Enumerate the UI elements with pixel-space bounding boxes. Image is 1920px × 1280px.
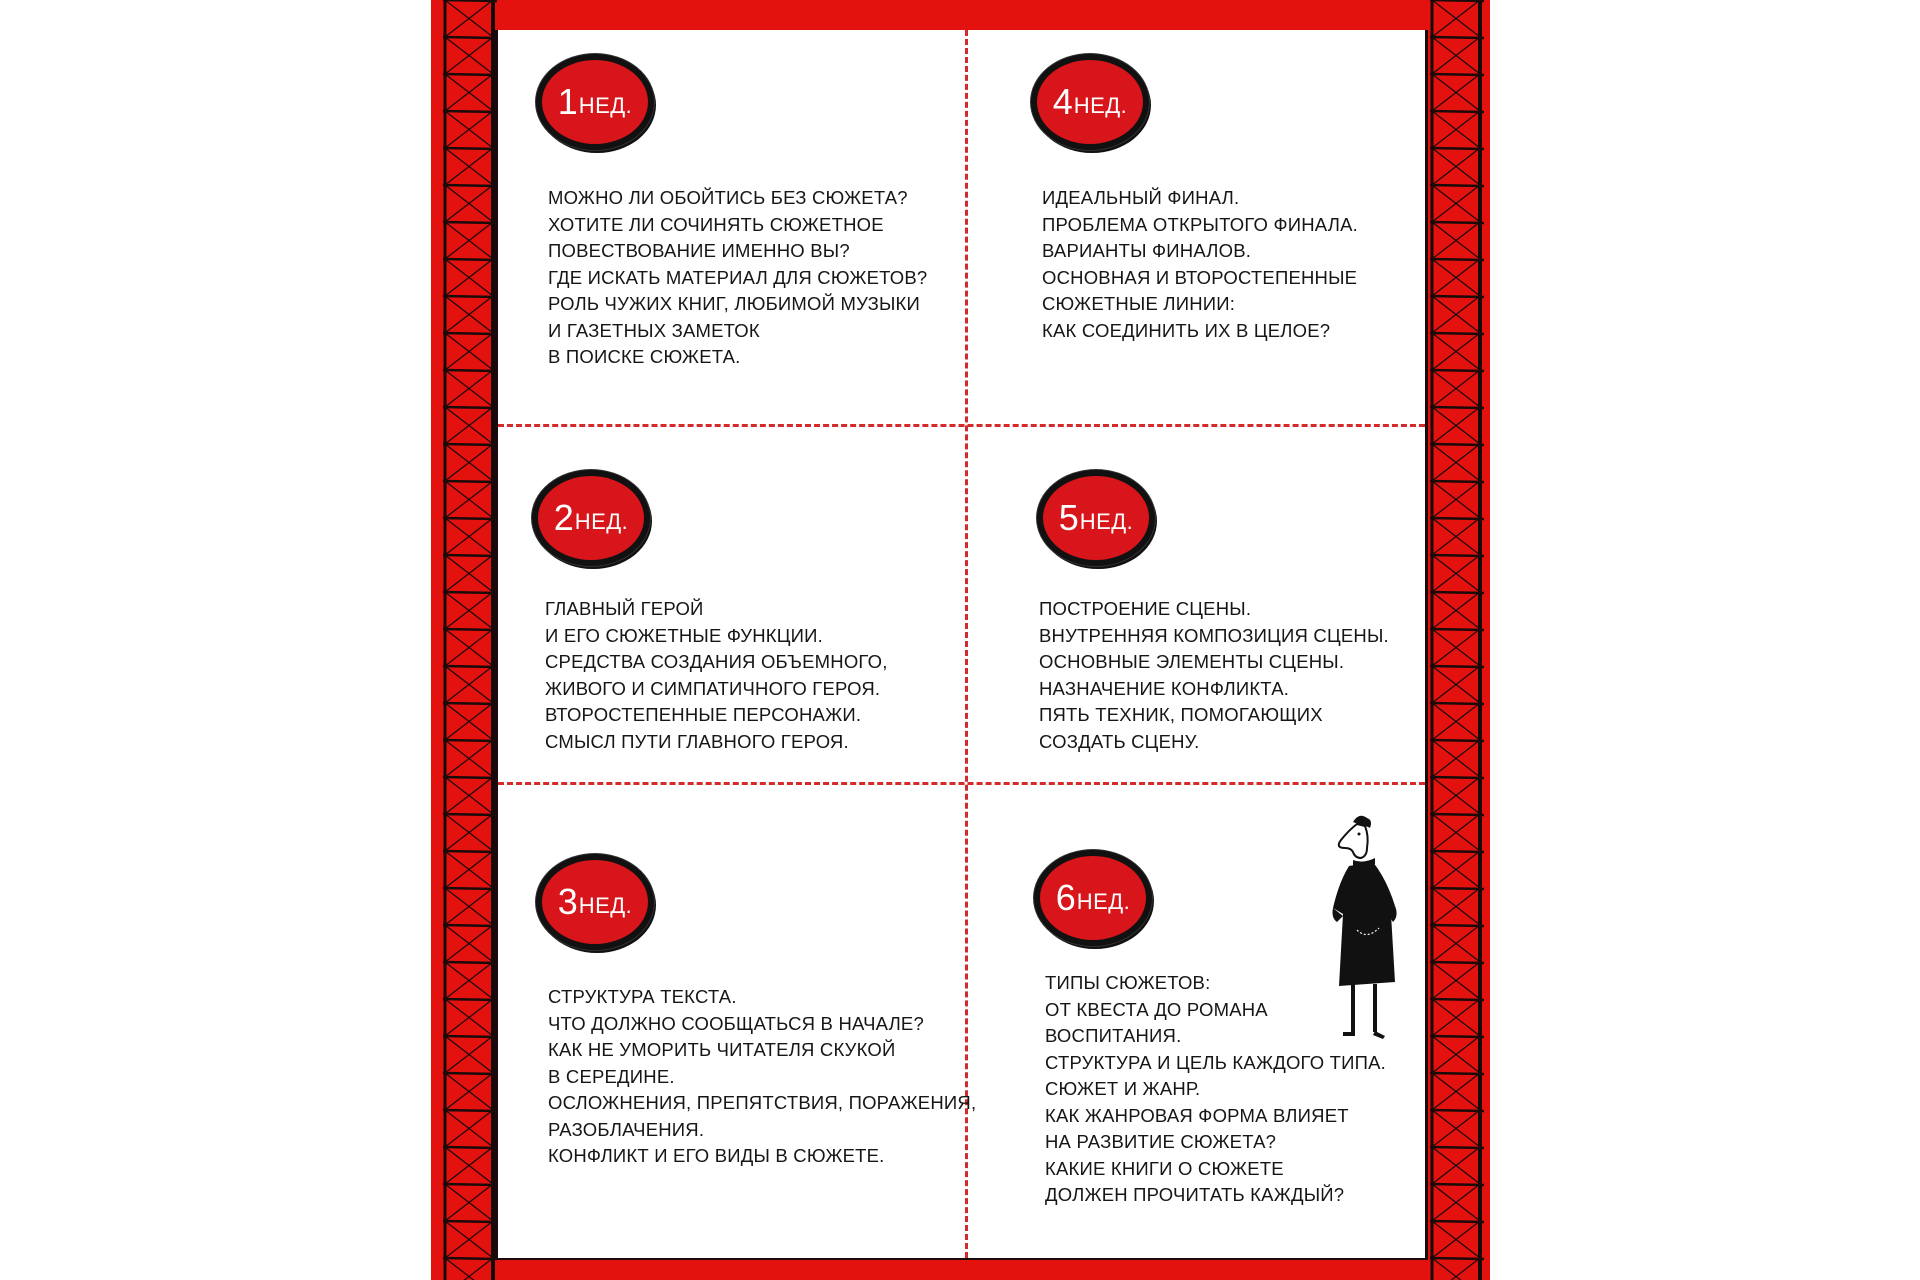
topic-line: ВТОРОСТЕПЕННЫЕ ПЕРСОНАЖИ. (545, 704, 862, 725)
topic-line: В ПОИСКЕ СЮЖЕТА. (548, 346, 741, 367)
week-unit: НЕД. (578, 93, 633, 118)
schedule-sheet (495, 30, 1428, 1260)
week-unit: НЕД. (1079, 509, 1134, 534)
topic-line: КОНФЛИКТ И ЕГО ВИДЫ В СЮЖЕТЕ. (548, 1145, 885, 1166)
horizontal-cut-line-2 (498, 782, 1425, 785)
week-unit: НЕД. (578, 893, 633, 918)
week-topics (1039, 596, 1389, 755)
topic-line: ГЛАВНЫЙ ГЕРОЙ (545, 598, 704, 619)
week-number: 5 (1058, 497, 1079, 538)
horizontal-cut-line-1 (498, 424, 1425, 427)
topic-line: ПРОБЛЕМА ОТКРЫТОГО ФИНАЛА. (1042, 213, 1358, 235)
topic-line: СМЫСЛ ПУТИ ГЛАВНОГО ГЕРОЯ. (545, 730, 849, 752)
topic-line: ПЯТЬ ТЕХНИК, ПОМОГАЮЩИХ (1039, 704, 1323, 725)
week-number: 3 (557, 881, 578, 922)
week-number: 1 (557, 81, 578, 122)
topic-line: И ЕГО СЮЖЕТНЫЕ ФУНКЦИИ. (545, 624, 824, 646)
topic-line: КАК СОЕДИНИТЬ ИХ В ЦЕЛОЕ? (1042, 319, 1331, 341)
week-badge (1034, 850, 1152, 946)
topic-line: РАЗОБЛАЧЕНИЯ. (548, 1118, 705, 1140)
topic-line: ГДЕ ИСКАТЬ МАТЕРИАЛ ДЛЯ СЮЖЕТОВ? (548, 266, 928, 288)
topic-line: НАЗНАЧЕНИЕ КОНФЛИКТА. (1039, 677, 1290, 699)
right-ladder-rail (1428, 0, 1478, 1280)
topic-line: ЖИВОГО И СИМПАТИЧНОГО ГЕРОЯ. (545, 677, 881, 699)
week-number: 2 (553, 497, 574, 538)
topic-line: КАК ЖАНРОВАЯ ФОРМА ВЛИЯЕТ (1045, 1104, 1349, 1126)
topic-line: ТИПЫ СЮЖЕТОВ: (1045, 972, 1211, 993)
week-topics (1042, 185, 1358, 344)
week-badge (1031, 54, 1149, 150)
topic-line: ОСНОВНАЯ И ВТОРОСТЕПЕННЫЕ (1042, 266, 1358, 288)
week-badge (532, 470, 650, 566)
week-topics (548, 185, 927, 371)
week-number: 6 (1055, 877, 1076, 918)
week-badge (1037, 470, 1155, 566)
topic-line: ВАРИАНТЫ ФИНАЛОВ. (1042, 240, 1252, 261)
left-ladder-rail (441, 0, 491, 1280)
topic-line: СОЗДАТЬ СЦЕНУ. (1039, 730, 1200, 752)
topic-line: КАК НЕ УМОРИТЬ ЧИТАТЕЛЯ СКУКОЙ (548, 1039, 896, 1060)
week-unit: НЕД. (574, 509, 629, 534)
week-number: 4 (1052, 81, 1073, 122)
week-badge (536, 54, 654, 150)
topic-line: СТРУКТУРА И ЦЕЛЬ КАЖДОГО ТИПА. (1045, 1051, 1387, 1073)
topic-line: ВНУТРЕННЯЯ КОМПОЗИЦИЯ СЦЕНЫ. (1039, 624, 1389, 646)
week-badge (536, 854, 654, 950)
topic-line: СЮЖЕТНЫЕ ЛИНИИ: (1042, 293, 1236, 314)
week-unit: НЕД. (1076, 889, 1131, 914)
topic-line: ХОТИТЕ ЛИ СОЧИНЯТЬ СЮЖЕТНОЕ (548, 213, 884, 235)
topic-line: ДОЛЖЕН ПРОЧИТАТЬ КАЖДЫЙ? (1045, 1184, 1345, 1205)
topic-line: ВОСПИТАНИЯ. (1045, 1025, 1182, 1046)
week-topics (548, 984, 976, 1170)
topic-line: КАКИЕ КНИГИ О СЮЖЕТЕ (1045, 1157, 1284, 1179)
man-in-black-coat-icon (1313, 810, 1413, 1045)
week-unit: НЕД. (1073, 93, 1128, 118)
topic-line: В СЕРЕДИНЕ. (548, 1065, 675, 1087)
topic-line: СЮЖЕТ И ЖАНР. (1045, 1078, 1201, 1099)
topic-line: НА РАЗВИТИЕ СЮЖЕТА? (1045, 1131, 1277, 1152)
topic-line: И ГАЗЕТНЫХ ЗАМЕТОК (548, 319, 760, 341)
topic-line: СТРУКТУРА ТЕКСТА. (548, 986, 737, 1007)
topic-line: ПОВЕСТВОВАНИЕ ИМЕННО ВЫ? (548, 240, 850, 261)
topic-line: ОТ КВЕСТА ДО РОМАНА (1045, 998, 1268, 1020)
topic-line: ОСНОВНЫЕ ЭЛЕМЕНТЫ СЦЕНЫ. (1039, 651, 1345, 672)
topic-line: ОСЛОЖНЕНИЯ, ПРЕПЯТСТВИЯ, ПОРАЖЕНИЯ, (548, 1092, 977, 1113)
topic-line: МОЖНО ЛИ ОБОЙТИСЬ БЕЗ СЮЖЕТА? (548, 187, 908, 208)
topic-line: ИДЕАЛЬНЫЙ ФИНАЛ. (1042, 187, 1240, 208)
topic-line: ЧТО ДОЛЖНО СООБЩАТЬСЯ В НАЧАЛЕ? (548, 1012, 924, 1034)
topic-line: РОЛЬ ЧУЖИХ КНИГ, ЛЮБИМОЙ МУЗЫКИ (548, 293, 921, 314)
week-topics (545, 596, 888, 755)
topic-line: ПОСТРОЕНИЕ СЦЕНЫ. (1039, 598, 1252, 619)
topic-line: СРЕДСТВА СОЗДАНИЯ ОБЪЕМНОГО, (545, 651, 888, 672)
